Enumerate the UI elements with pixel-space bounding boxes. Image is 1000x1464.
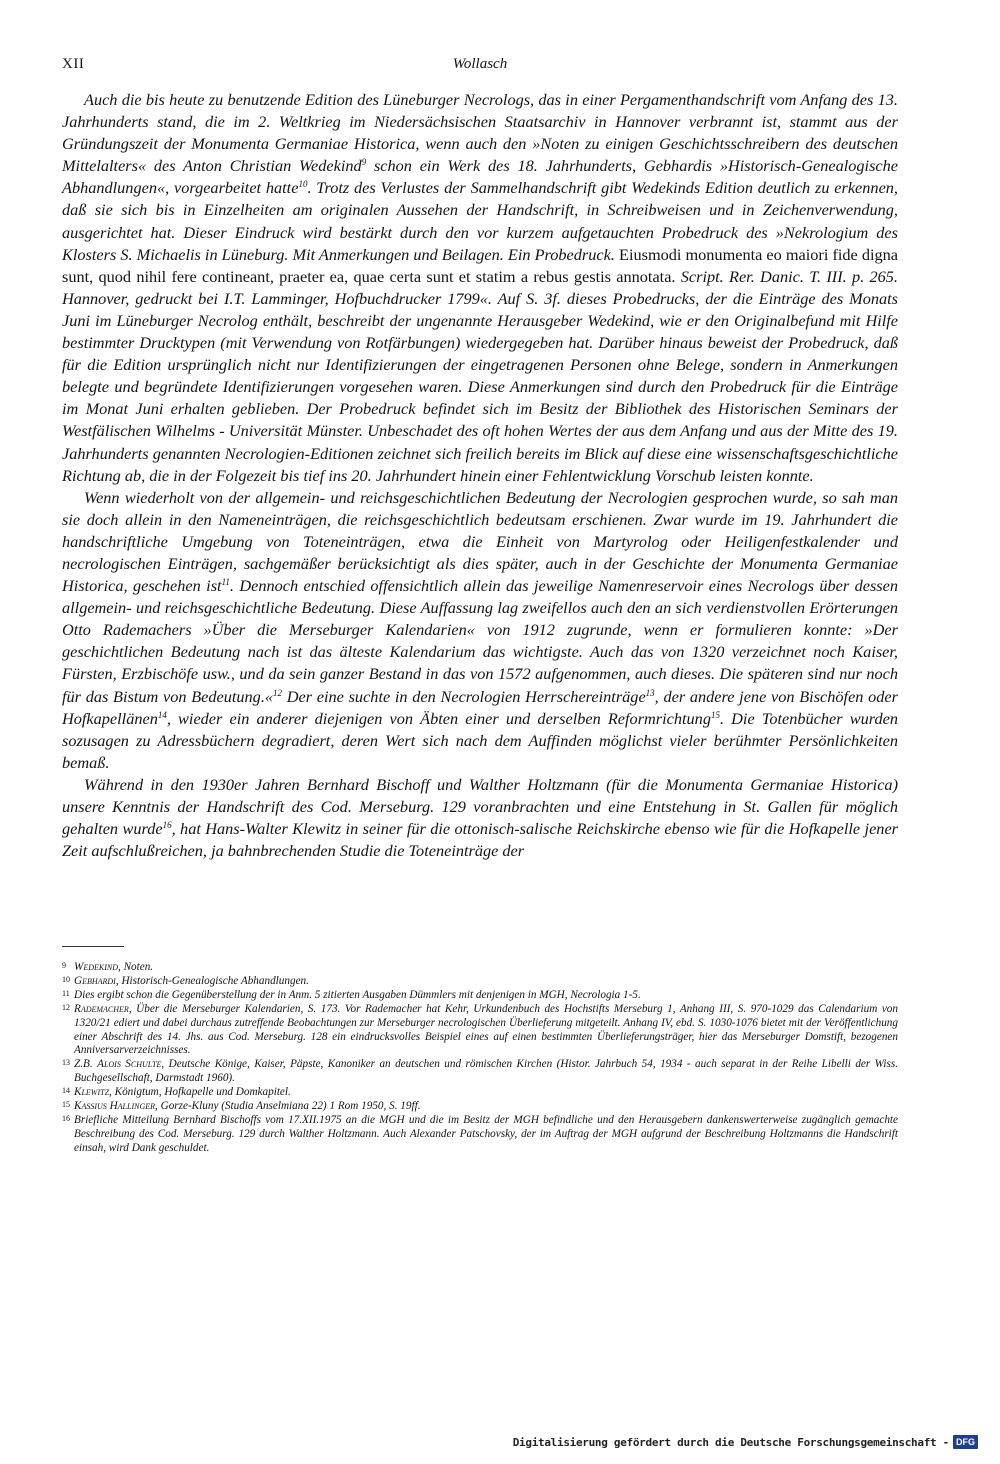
footnote-11 [62, 989, 898, 1003]
footnote-ref-11[interactable]: 11 [221, 577, 230, 588]
paragraph-2 [62, 487, 898, 774]
footnote-number: 14 [62, 1086, 70, 1096]
footnote-author: Alois Schulte [97, 1058, 162, 1071]
footnote-number: 13 [62, 1058, 70, 1068]
footnote-prefix: Z.B. [74, 1058, 98, 1071]
footnote-text: , Gorze-Kluny (Studia Anselmiana 22) 1 Rom 1950, S. 19ff. [155, 1100, 421, 1113]
footnote-number: 9 [62, 961, 66, 970]
page-number: XII [62, 56, 85, 72]
footnote-author: Wedekind [74, 961, 118, 973]
footnote-15 [62, 1100, 898, 1114]
p1-text-b: schon ein Werk des 18. Jahrhunderts, Gebhardis »Historisch-Genealogische Abhandlungen«, vorgearbeitet hatte [62, 156, 898, 198]
footnote-9 [62, 961, 898, 975]
footnote-number: 12 [62, 1002, 70, 1012]
footnote-text: Briefliche Mitteilung Bernhard Bischoffs vom 17.XII.1975 an die MGH und die im Besitz der MGH befindliche und den Herausgebern dankenswerterweise zugänglich gemachte Beschreibung des Cod. Merseburg. 129 durch Walther Holtzmann. Auch Alexander Patschovsky, der im Auftrag der MGH aufgrund der Beschreibung Holtzmanns die Handschrift einsah, wird Dank geschuldet. [74, 1113, 898, 1154]
paragraph-1 [62, 89, 898, 487]
footnote-divider [62, 946, 124, 947]
main-text [62, 89, 898, 862]
footnote-text: , Königtum, Hofkapelle und Domkapitel. [109, 1086, 291, 1099]
footnote-ref-9[interactable]: 9 [361, 157, 367, 168]
p2-text-e: , wieder ein anderer diejenigen von Äbten einer und derselben Reformrichtung [166, 708, 711, 728]
paragraph-3 [62, 774, 898, 862]
footnote-text: Dies ergibt schon die Gegenüberstellung der in Anm. 5 zitierten Ausgaben Dümmlers mit denjenigen in MGH, Necrologia 1-5. [74, 988, 641, 1001]
footnote-text: , Deutsche Könige, Kaiser, Päpste, Kanoniker an deutschen und römischen Kirchen (Histor. Jahrbuch 54, 1934 - auch separat in der Reihe Libelli der Wiss. Buchgesellschaft, Darmstadt 1960). [74, 1058, 899, 1085]
digitization-banner [513, 1434, 978, 1450]
footnote-12 [62, 1003, 898, 1059]
footnote-number: 11 [62, 988, 70, 998]
footnote-number: 10 [62, 974, 70, 984]
footnote-14 [62, 1086, 898, 1100]
p2-text-d: , der andere jene von Bischöfen oder Hofkapellänen [62, 686, 898, 728]
footnote-text: , Historisch-Genealogische Abhandlungen. [115, 974, 309, 987]
footnote-text: , Über die Merseburger Kalendarien, S. 173. Vor Rademacher hat Kehr, Urkundenbuch des Hochstifts Merseburg 1, Anhang III, S. 970-1029 das Calendarium von 1320/21 ediert und dabei durchaus zutreffende Beobachtungen zur Merseburger necrologischen Überlieferung mitgeteilt. Anhang IV, ebd. S. 1030-1076 bietet mit der Veröffentlichung einer Abschrift des 14. Jhs. aus Cod. Merseburg. 128 ein eindrucksvolles Beispiel eines auf einen bestimmten Überlieferungsträger, hier das Merseburger Domstift, bezogenen Anniversarverzeichnisses. [74, 1002, 898, 1057]
footnote-number: 16 [62, 1113, 70, 1123]
dfg-logo: DFG [953, 1435, 978, 1449]
p3-text-a: Während in den 1930er Jahren Bernhard Bischoff und Walther Holtzmann (für die Monumenta Germaniae Historica) unsere Kenntnis der Handschrift des Cod. Merseburg. 129 voranbrachten und eine Entstehung in St. Gallen für möglich gehalten wurde [62, 774, 898, 839]
p1-latin-quote: Eiusmodi monumenta eo maiori fide digna sunt, quod nihil fere contineant, praeter ea, quae certa sunt et statim a rebus gestis annotata. [62, 244, 899, 286]
footnote-ref-13[interactable]: 13 [645, 687, 655, 698]
footnote-10 [62, 975, 898, 989]
footnote-ref-12[interactable]: 12 [273, 687, 283, 698]
footnote-author: Rademacher [74, 1002, 129, 1015]
footnote-13 [62, 1058, 898, 1086]
footnotes [62, 961, 898, 1156]
p1-text-c: . Trotz des Verlustes der Sammelhandschrift gibt Wedekinds Edition deutlich zu erkennen, daß sie sich bis in Einzelheiten am originalen Aussehen der Handschrift, in Schreibweisen und in Zeichenverwendung, ausgerichtet hat. Dieser Eindruck wird bestärkt durch den vor kurzem aufgetauchten Probedruck des »Nekrologium des Klosters S. Michaelis in Lüneburg. Mit Anmerkungen und Beilagen. Ein Probedruck. [62, 178, 899, 264]
p2-text-c: Der eine suchte in den Necrologien Herrschereinträge [282, 686, 646, 706]
p3-text-b: , hat Hans-Walter Klewitz in seiner für die ottonisch-salische Reichskirche ebenso wie für die Hofkapelle jener Zeit aufschlußreichen, ja bahnbrechenden Studie die Toteneinträge der [62, 819, 899, 861]
p2-text-f: . Die Totenbücher wurden sozusagen zu Adressbüchern degradiert, deren Wert sich nach dem Auffinden möglichst vieler berühmter Persönlichkeiten bemaß. [62, 708, 898, 772]
p2-text-a: Wenn wiederholt von der allgemein- und reichsgeschichtlichen Bedeutung der Necrologien gesprochen wurde, so sah man sie doch allein in den Nameneinträgen, die reichsgeschichtlich bedeutsam erschienen. Zwar wurde im 19. Jahrhundert die handschriftliche Umgebung von Toteneinträgen, etwa die Einheit von Martyrolog oder Heiligenfestkalender und necrologischen Einträgen, sachgemäßer berücksichtigt als dies später, auch in der Geschichte der Monumenta Germaniae Historica, geschehen ist [62, 487, 898, 596]
footnote-ref-16[interactable]: 16 [162, 820, 172, 831]
footnote-author: Klewitz [74, 1086, 110, 1099]
running-head [62, 56, 898, 78]
running-title: Wollasch [452, 56, 508, 72]
footnote-number: 15 [62, 1100, 70, 1110]
footnote-text: , Noten. [117, 961, 154, 973]
footnote-author: Gebhardi [74, 974, 116, 987]
p1-text-d: Script. Rer. Danic. T. III. p. 265. Hannover, gedruckt bei I.T. Lamminger, Hofbuchdrucker 1799«. Auf S. 3f. dieses Probedrucks, der die Einträge des Monats Juni im Lüneburger Necrolog enthält, beschreibt der ungenannte Herausgeber Wedekind, wie er den Originalbefund mit Hilfe bestimmter Drucktypen (mit Verwendung von Rotfärbungen) wiedergegeben hat. Darüber hinaus beweist der Probedruck, daß für die Edition ursprünglich nicht nur Identifizierungen der eingetragenen Personen ohne Belege, sondern in Anmerkungen belegte und begründete Identifizierungen vorgesehen waren. Diese Anmerkungen sind durch den Probedruck für die Einträge im Monat Juni erhalten geblieben. Der Probedruck befindet sich im Besitz der Bibliothek des Historischen Seminars der Westfälischen Wilhelms - Universität Münster. Unbeschadet des oft hohen Wertes der aus dem Anfang und aus der Mitte des 19. Jahrhunderts genannten Necrologien-Editionen zeichnet sich freilich bereits im Blick auf diese eine wissenschaftsgeschichtliche Richtung ab, die in der Folgezeit bis tief ins 20. Jahrhundert hinein einer Fehlentwicklung Vorschub leisten konnte. [62, 266, 898, 485]
footnote-16 [62, 1114, 898, 1156]
p1-text-a: Auch die bis heute zu benutzende Edition des Lüneburger Necrologs, das in einer Pergamenthandschrift vom Anfang des 13. Jahrhunderts stand, die im 2. Weltkrieg im Niedersächsischen Staatsarchiv in Hannover verbrannt ist, stammt aus der Gründungszeit der Monumenta Germaniae Historica, wenn auch den »Noten zu einigen Geschichtsschreibern des deutschen Mittelalters« des Anton Christian Wedekind [62, 90, 898, 176]
p2-text-b: . Dennoch entschied offensichtlich allein das jeweilige Namenreservoir eines Necrologs über dessen allgemein- und reichsgeschichtliche Bedeutung. Diese Auffassung lag zweifellos auch den an sich verdienstvollen Erörterungen Otto Rademachers »Über die Merseburger Kalendarien« von 1912 zugrunde, wenn er formulieren konnte: »Der geschichtlichen Bedeutung nach ist das älteste Kalendarium das wichtigste. Auch das von 1320 verzeichnet noch Kaiser, Fürsten, Erzbischöfe usw., und da sein ganzer Bestand in das von 1572 aufgenommen, auch dieses. Die späteren sind nur noch für das Bistum von Bedeutung.« [62, 576, 898, 706]
digitization-note: Digitalisierung gefördert durch die Deutsche Forschungsgemeinschaft - [512, 1435, 949, 1449]
footnote-ref-15[interactable]: 15 [710, 709, 720, 720]
footnote-author: Kassius Hallinger [74, 1100, 156, 1113]
footnote-ref-10[interactable]: 10 [298, 179, 308, 190]
footnote-ref-14[interactable]: 14 [157, 709, 167, 720]
